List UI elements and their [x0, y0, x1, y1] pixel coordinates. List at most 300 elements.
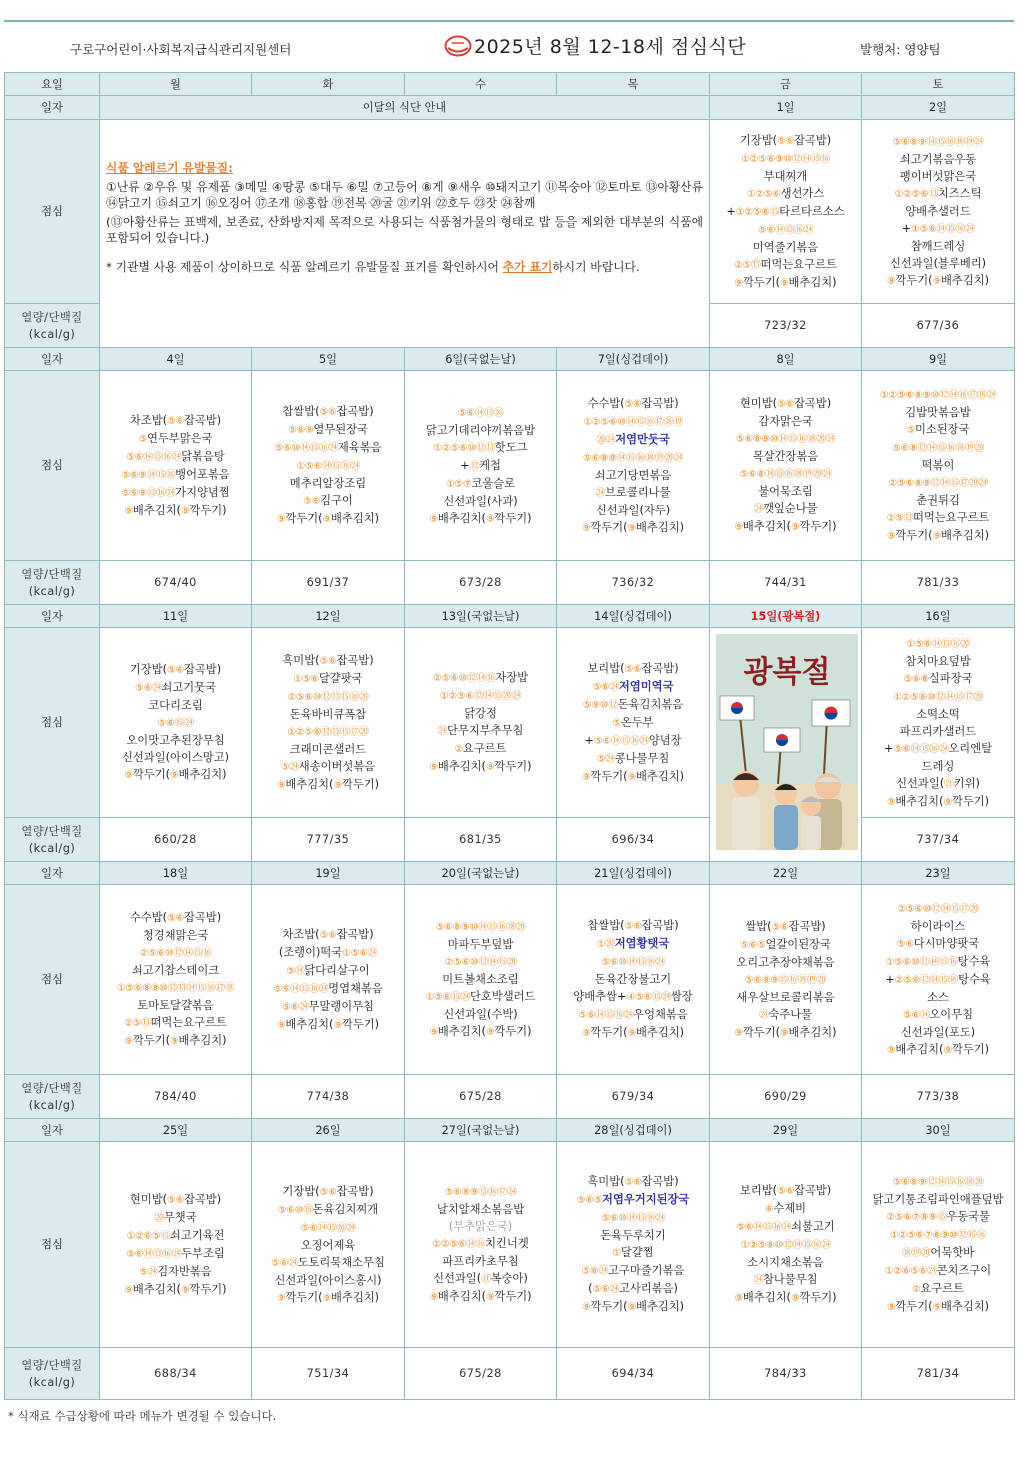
- dish-name: 찹쌀밥(: [587, 919, 625, 932]
- dish-name: 배추김치): [636, 1026, 685, 1039]
- dish-name: 깍두기(: [590, 1300, 628, 1313]
- allergen-codes: ⑤⑥⑭⑮⑯㉔: [578, 1010, 634, 1021]
- dish-name: 신선과일(: [896, 776, 945, 790]
- allergen-codes: ①②⑤⑥⑩⑫⑭⑮⑯㉔: [740, 1240, 831, 1251]
- dish-name: 미트볼채소조림: [442, 973, 519, 986]
- dish-name: 쇠고기볶음우동: [899, 153, 977, 166]
- allergen-codes: ⑫: [469, 460, 480, 472]
- dish-name: 깍두기(: [590, 1026, 628, 1039]
- menu-item: [407, 722, 554, 740]
- lunch-menu-cell: [710, 885, 862, 1075]
- dish-name: 소떡소떡: [916, 707, 960, 721]
- allergen-codes: ⑤⑥⑧: [903, 673, 929, 685]
- calorie-value: 681/35: [405, 818, 557, 862]
- dish-name: 깍두기(: [590, 520, 628, 534]
- allergen-codes: ②⑤⑥⑧⑨⑫⑭⑮⑰⑳㉔: [888, 478, 988, 489]
- menu-item: [712, 1271, 859, 1289]
- allergen-codes: ⑤⑨⑩⑫: [582, 699, 618, 711]
- row-label-text: 열량/단백질: [21, 310, 83, 324]
- menu-item: [864, 1041, 1012, 1059]
- menu-item: [559, 502, 707, 519]
- menu-item: [407, 705, 554, 722]
- date-cell: 22일: [710, 862, 862, 885]
- menu-item: [864, 989, 1012, 1006]
- allergen-codes: ㉔: [753, 1275, 763, 1286]
- weekday-4: 금: [710, 73, 862, 96]
- lunch-row: [5, 628, 1015, 818]
- menu-item: [559, 1191, 707, 1209]
- menu-item: [254, 421, 402, 439]
- dish-name: 쇠불고기: [791, 1220, 835, 1233]
- allergen-codes: ①⑤⑦: [445, 478, 472, 490]
- menu-item: [559, 714, 707, 732]
- allergen-codes: ⑨: [124, 1036, 133, 1047]
- calorie-value: 694/34: [557, 1348, 710, 1400]
- allergen-codes: ⑨: [429, 762, 438, 773]
- menu-item: [102, 909, 249, 927]
- date-cell: 21일(싱겁데이): [557, 862, 710, 885]
- allergen-codes: ⑨: [170, 770, 179, 781]
- dish-name: 목살간장볶음: [752, 450, 819, 463]
- allergen-codes: ⑤⑥: [624, 663, 642, 675]
- weekday-2: 수: [405, 73, 557, 96]
- dish-name: 메추리알장조림: [289, 477, 367, 490]
- dish-name: (: [588, 1282, 593, 1295]
- lunch-menu-cell: [862, 1142, 1015, 1348]
- menu-item: [407, 1218, 554, 1235]
- menu-item: [864, 421, 1012, 439]
- allergen-codes: ⑤⑥㉔: [134, 683, 162, 694]
- dish-name: 새우살브로콜리볶음: [736, 990, 835, 1004]
- menu-item: [864, 527, 1012, 545]
- row-label-text: (kcal/g): [28, 1098, 76, 1112]
- dish-name: 자장밥: [495, 671, 529, 684]
- allergen-codes: ⑤⑥: [624, 921, 642, 932]
- dish-name: 신선과일(: [433, 1272, 482, 1285]
- liberation-day-poster: [716, 634, 858, 850]
- dish-name: 돈육바비큐폭찹: [289, 707, 367, 721]
- menu-item: [102, 962, 249, 979]
- dish-name: 신선과일(사과): [443, 494, 518, 508]
- allergen-codes: ①⑤⑥⑮㉔: [425, 992, 470, 1003]
- dish-name: 배추김치): [788, 1025, 837, 1039]
- menu-item: [407, 918, 554, 936]
- allergen-codes: ⑥: [764, 1204, 774, 1215]
- dish-name: 신선과일(아이스망고): [121, 751, 230, 764]
- allergen-codes: ②⑤⑥⑫⑭⑮⑯: [894, 975, 959, 986]
- allergen-codes: ⑨: [790, 522, 800, 533]
- menu-item: [864, 971, 1012, 989]
- row-label-text: 열량/단백질: [21, 824, 83, 838]
- menu-item: [559, 1244, 707, 1262]
- dish-name: 불어묵조림: [758, 485, 813, 498]
- allergen-codes: ⑤⑭: [286, 965, 305, 977]
- menu-item: [864, 900, 1012, 918]
- calorie-label: [5, 1075, 100, 1119]
- allergen-codes: ②⑤⑥⑦⑧⑨⑮: [886, 1212, 947, 1223]
- allergen-codes: ⑤⑥: [303, 496, 321, 507]
- low-salt-dish-name: 저염만둣국: [615, 432, 670, 446]
- menu-item: [712, 203, 859, 221]
- calorie-value: 777/35: [252, 818, 405, 862]
- dish-name: 배추김치): [331, 512, 380, 525]
- dish-name: 기장밥(: [282, 1184, 320, 1198]
- lunch-menu-cell: [405, 885, 557, 1075]
- menu-item: [254, 944, 402, 962]
- menu-item: [712, 1024, 859, 1042]
- dish-name: 두부조림: [181, 1246, 225, 1260]
- dish-name: 흑미밥(: [587, 1175, 625, 1188]
- dish-name: 보리밥(: [739, 1184, 778, 1197]
- calorie-value: 696/34: [557, 818, 710, 862]
- dish-name: 닭다리살구이: [304, 963, 370, 977]
- dish-name: +: [883, 741, 894, 755]
- menu-item: [864, 203, 1012, 220]
- calorie-value: 736/32: [557, 561, 710, 605]
- dish-name: 마파두부덮밥: [447, 938, 514, 951]
- menu-item: [864, 1280, 1012, 1298]
- allergen-codes: ⑤⑥⑧⑨⑩⑭⑮⑯⑱⑳㉔: [735, 434, 836, 445]
- allergen-codes: ①②⑥⑤⑮: [126, 1230, 170, 1242]
- menu-item: [864, 723, 1012, 740]
- menu-item: [712, 413, 859, 430]
- allergen-codes: ⑨: [485, 513, 495, 525]
- allergen-codes: ⑨: [943, 1045, 952, 1056]
- allergen-codes: ⑤⑥㉔: [271, 1257, 298, 1269]
- menu-item: [102, 1032, 249, 1050]
- dish-name: 차조밥(: [282, 927, 320, 941]
- menu-item: [864, 404, 1012, 421]
- dish-name: 떠먹는요구르트: [150, 1016, 227, 1029]
- dish-name: 김자반볶음: [157, 1264, 212, 1278]
- menu-item: [559, 1298, 707, 1316]
- dish-name: 쇠고기육전: [169, 1228, 225, 1242]
- menu-item: [254, 706, 402, 723]
- allergen-codes: ⑤⑥⑩⑭⑮⑯㉔: [601, 957, 665, 968]
- page-title: [444, 32, 746, 59]
- dish-name: 참깨드레싱: [910, 240, 966, 253]
- dish-name: 깍두기): [341, 777, 380, 791]
- menu-item: [864, 688, 1012, 706]
- dish-name: 무챗국: [163, 1210, 197, 1224]
- dish-name: 배추김치(: [285, 1017, 334, 1031]
- menu-item: [254, 926, 402, 944]
- menu-item: [254, 776, 402, 794]
- dish-name: 요구르트: [920, 1282, 965, 1295]
- dish-name: 부대찌개: [763, 169, 808, 183]
- allergen-codes: ⑤⑥⑧⑨⑩⑭⑮⑯⑱⑳: [435, 922, 526, 933]
- menu-item: [864, 1298, 1012, 1316]
- date-row: [5, 1119, 1015, 1142]
- dish-name: 깍두기): [799, 1291, 837, 1304]
- lunch-menu-cell: [862, 371, 1015, 561]
- dish-name: 배추김치): [178, 768, 227, 781]
- menu-item: [864, 635, 1012, 653]
- lunch-menu-cell: [862, 885, 1015, 1075]
- menu-item: [559, 953, 707, 971]
- menu-item: [254, 457, 402, 475]
- menu-item: [254, 1183, 402, 1201]
- allergen-codes: ①⑳: [596, 939, 615, 950]
- dish-name: 돈육간장불고기: [594, 973, 672, 986]
- menu-item: [254, 510, 402, 528]
- calorie-value: 674/40: [100, 561, 252, 605]
- allergen-codes: ①②⑤⑥⑩⑫⑬: [433, 442, 495, 454]
- allergen-codes: ⑤⑥⑭⑮⑯㉔: [593, 735, 649, 747]
- dish-name: 깍두기(: [132, 1034, 171, 1047]
- date-cell: 7일(싱겁데이): [557, 348, 710, 371]
- dish-name: +: [584, 733, 594, 747]
- allergen-codes: ⑪: [481, 1274, 491, 1285]
- lunch-menu-cell: [710, 1142, 862, 1348]
- footnote: * 식재료 수급상황에 따라 메뉴가 변경될 수 있습니다.: [8, 1409, 277, 1423]
- poster-title: 광복절: [743, 655, 831, 690]
- lunch-menu-cell: [557, 371, 710, 561]
- dish-name: 닭볶음탕: [181, 449, 225, 463]
- dish-name: 김밥맛볶음밥: [905, 406, 971, 419]
- lunch-label: [5, 371, 100, 561]
- lunch-menu-cell: [405, 628, 557, 818]
- dish-name: 키위): [953, 776, 980, 790]
- lunch-menu-cell: [100, 628, 252, 818]
- allergen-codes: ⑨: [780, 277, 789, 289]
- dish-name: 깍두기): [341, 1017, 380, 1031]
- dish-name: 보리밥(: [587, 661, 625, 675]
- allergen-codes: ⑨: [932, 531, 942, 542]
- dish-name: 온두부: [620, 715, 654, 729]
- allergen-codes: ⑤: [138, 433, 147, 445]
- dish-name: 깍두기): [494, 760, 532, 773]
- menu-item: [712, 936, 859, 954]
- weekday-header-row: [5, 73, 1015, 96]
- row-label-text: (kcal/g): [28, 841, 76, 855]
- menu-item: [559, 395, 707, 413]
- row-label-text: 일자: [41, 1123, 63, 1137]
- menu-item: [712, 1254, 859, 1271]
- date-cell: 14일(싱겁데이): [557, 605, 710, 628]
- allergen-codes: ⑨: [429, 513, 438, 525]
- lunch-menu-cell: [557, 1142, 710, 1348]
- menu-item: [712, 239, 859, 256]
- dish-name: 배추김치): [941, 529, 990, 542]
- calorie-value: 675/28: [405, 1348, 557, 1400]
- menu-item: [254, 1016, 402, 1034]
- allergen-codes: ⑨: [627, 1302, 637, 1313]
- dish-name: 요구르트: [462, 742, 507, 755]
- menu-item: [407, 1270, 554, 1288]
- calorie-value: 691/37: [252, 561, 405, 605]
- menu-item: [864, 775, 1012, 793]
- dish-name: 콩나물무침: [614, 751, 670, 765]
- dish-name: 배추김치): [788, 275, 837, 289]
- date-label: [5, 96, 100, 120]
- menu-item: [712, 185, 859, 203]
- row-label-text: 점심: [41, 716, 63, 729]
- allergen-codes: ⑨: [734, 1293, 743, 1304]
- dish-name: 어묵핫바: [930, 1246, 975, 1259]
- dish-name: (조랭이)떡국: [278, 945, 343, 959]
- menu-item: [864, 670, 1012, 688]
- dish-name: 신선과일(수박): [443, 1008, 518, 1021]
- lunch-menu-cell: [405, 1142, 557, 1348]
- row-label-text: 점심: [41, 459, 63, 472]
- menu-item: [407, 493, 554, 510]
- menu-item: [407, 1253, 554, 1270]
- dish-name: 양배추샐러드: [905, 205, 971, 218]
- allergen-codes: ①②⑤⑥: [746, 188, 781, 200]
- date-label: [5, 1119, 100, 1142]
- dish-name: 핫도그: [494, 440, 528, 454]
- menu-item: [102, 1014, 249, 1032]
- allergen-codes: ①②⑤⑥⑮: [735, 206, 780, 218]
- menu-item: [864, 474, 1012, 492]
- dish-name: 무말랭이무침: [308, 999, 374, 1013]
- menu-item: [559, 917, 707, 935]
- low-salt-dish-name: 저염우거지된장국: [602, 1193, 690, 1206]
- allergen-codes: ⑤⑥⑭⑮⑯㉔: [126, 1248, 182, 1260]
- allergen-codes: ②⑤⑥⑩⑫⑬⑮⑯⑳: [287, 691, 369, 703]
- allergen-codes: ⑤⑥㉔: [592, 1284, 619, 1295]
- menu-item: [712, 168, 859, 185]
- dish-name: 우동국물: [946, 1210, 990, 1223]
- lunch-label: [5, 885, 100, 1075]
- date-cell: 11일: [100, 605, 252, 628]
- menu-item: [864, 238, 1012, 255]
- allergen-codes: ⑨: [932, 1302, 942, 1313]
- row-label-text: 열량/단백질: [21, 1081, 83, 1095]
- calorie-value: 781/33: [862, 561, 1015, 605]
- menu-item: [712, 518, 859, 536]
- allergen-codes: ⑨: [886, 276, 896, 287]
- allergen-codes: ⑨: [734, 1027, 743, 1039]
- dish-name: 현미밥(: [129, 1192, 168, 1206]
- dish-name: 배추김치(: [742, 1291, 791, 1304]
- dish-name: 가지양념찜: [175, 485, 230, 499]
- low-salt-dish-name: 저염황탯국: [614, 937, 670, 950]
- menu-item: [254, 652, 402, 670]
- menu-item: [254, 1289, 402, 1307]
- dish-name: 참나물무침: [762, 1273, 818, 1286]
- dish-name: 깍두기(: [285, 1290, 323, 1304]
- dish-name: 잡곡밥): [641, 396, 679, 410]
- dish-name: 배추김치): [178, 1034, 227, 1047]
- allergen-codes: ①⑤⑥⑭⑮⑯㉔: [296, 461, 360, 472]
- lunch-row: [5, 885, 1015, 1075]
- lunch-menu-cell: [100, 1142, 252, 1348]
- dish-name: 떠먹는요구르트: [760, 257, 837, 271]
- dish-name: 돈육김치볶음: [617, 697, 684, 711]
- calorie-row: [5, 561, 1015, 605]
- dish-name: (부추맑은국): [448, 1220, 513, 1233]
- menu-item: [559, 413, 707, 431]
- menu-item: [559, 696, 707, 714]
- dish-name: 깍두기): [189, 1282, 227, 1296]
- menu-item: [864, 1262, 1012, 1280]
- dish-name: 돈육김치찌개: [312, 1202, 379, 1216]
- menu-item: [102, 714, 249, 732]
- date-label: [5, 348, 100, 371]
- allergen-codes: ⑤⑥㉔: [581, 1266, 609, 1277]
- allergen-codes: ⑤⑥: [167, 913, 184, 924]
- menu-item: [712, 971, 859, 989]
- menu-item: [254, 1272, 402, 1289]
- dish-name: 잡곡밥): [183, 413, 222, 427]
- menu-item: [559, 484, 707, 502]
- menu-item: [712, 221, 859, 239]
- dish-name: 닭고기데리야끼볶음밥: [425, 423, 536, 437]
- dish-name: +: [726, 204, 736, 218]
- row-label-text: 점심: [41, 1238, 63, 1251]
- allergen-codes: ⑤⑥: [167, 1194, 184, 1206]
- dish-name: 배추김치(: [895, 1043, 944, 1056]
- menu-item: [712, 1289, 859, 1307]
- allergen-codes: ㉑: [944, 778, 954, 790]
- dish-name: 신선과일(자두): [595, 503, 671, 517]
- weekday-3: 목: [557, 73, 710, 96]
- calorie-value: 677/36: [862, 304, 1015, 348]
- lunch-menu-cell: [710, 371, 862, 561]
- dish-name: 케첩: [479, 458, 501, 472]
- menu-item: [712, 1218, 859, 1236]
- calorie-row: [5, 1348, 1015, 1400]
- allergen-codes: ⑨: [180, 1284, 190, 1296]
- dish-name: 배추김치(: [895, 794, 944, 808]
- menu-item: [559, 1227, 707, 1244]
- allergen-codes: ⑤㉔: [280, 761, 299, 773]
- allergen-codes: ⑤⑥: [896, 939, 914, 950]
- row-label-text: (kcal/g): [28, 327, 76, 341]
- menu-item: [407, 953, 554, 971]
- top-rule: [4, 20, 1014, 22]
- dish-name: 떡볶이: [921, 459, 955, 472]
- allergen-codes: ②⑤⑥⑩⑫⑭⑮⑯: [139, 948, 212, 959]
- lunch-menu-cell: [252, 628, 405, 818]
- menu-item: [712, 132, 859, 150]
- menu-item: [102, 679, 249, 697]
- date-row: [5, 96, 1015, 120]
- date-label: [5, 605, 100, 628]
- dish-name: 배추김치(: [132, 1282, 181, 1296]
- menu-item: [712, 989, 859, 1006]
- allergen-codes: ①②⑤⑥⑫⑬⑮⑰⑳: [287, 726, 369, 738]
- date-cell: 13일(국없는날): [405, 605, 557, 628]
- menu-item: [864, 935, 1012, 953]
- dish-name: 깍두기): [951, 794, 990, 808]
- menu-item: [559, 1209, 707, 1227]
- dish-name: 파프리카초무침: [442, 1255, 519, 1268]
- date-cell: 12일: [252, 605, 405, 628]
- dish-name: 드레싱: [921, 759, 955, 773]
- dish-name: 다시마양팟국: [913, 937, 980, 950]
- calorie-value: 660/28: [100, 818, 252, 862]
- allergen-codes: ⑤⑥⑮㉔: [157, 718, 194, 729]
- menu-item: [712, 483, 859, 500]
- date-row: [5, 605, 1015, 628]
- allergen-codes: ⑤⑥⑧⑨⑮⑯⑰㉔: [444, 1187, 517, 1198]
- allergen-codes: ⑨: [429, 1292, 438, 1303]
- guide-heading: 이달의 식단 안내: [100, 96, 710, 120]
- allergen-codes: ⑨: [790, 1293, 800, 1304]
- allergen-codes: ⑨: [886, 1045, 896, 1056]
- dish-name: 우엉채볶음: [633, 1008, 688, 1021]
- allergen-codes: ①②⑤⑥⑩⑫⑭⑮⑰⑳: [893, 691, 983, 703]
- menu-item: [864, 185, 1012, 203]
- weekday-5: 토: [862, 73, 1015, 96]
- allergen-codes: ⑨: [886, 531, 896, 542]
- smile-logo-icon: [444, 35, 472, 57]
- dish-name: 양배추쌈+: [573, 990, 627, 1003]
- date-cell: 25일: [100, 1119, 252, 1142]
